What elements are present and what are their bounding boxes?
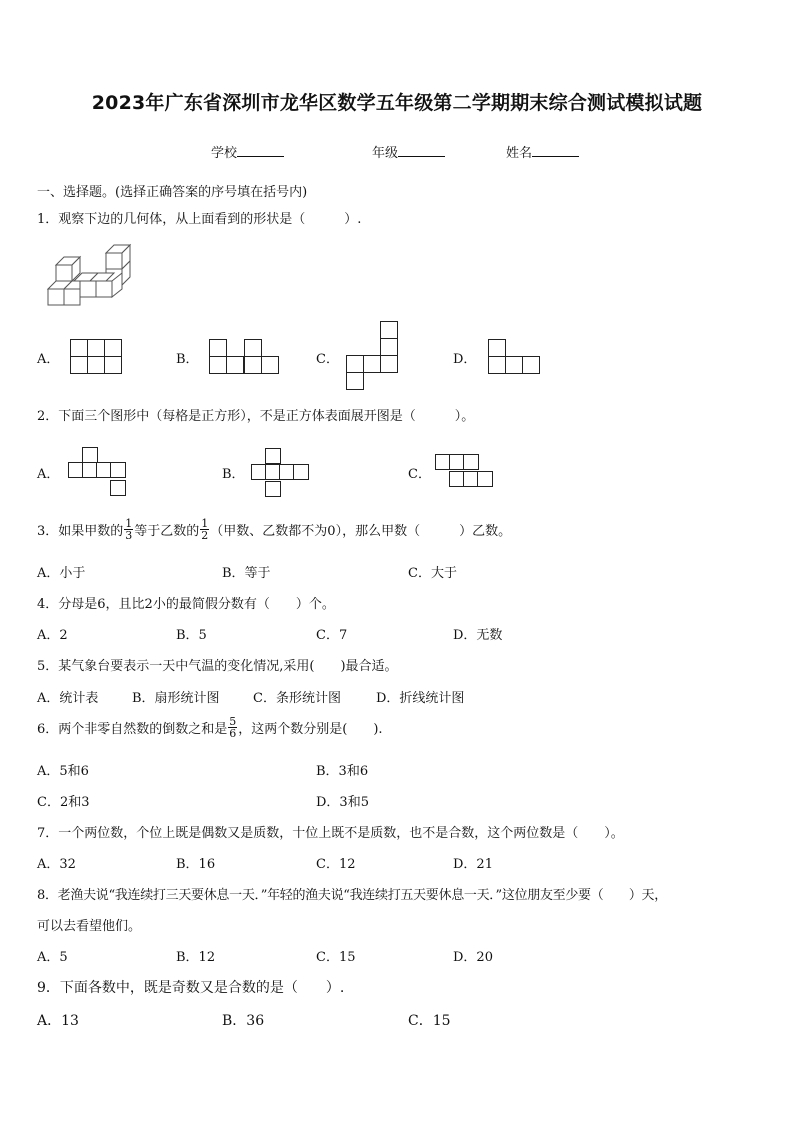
- q3-option-a[interactable]: A．小于: [37, 566, 86, 581]
- q7-option-d[interactable]: D．21: [453, 857, 493, 872]
- q4-option-d[interactable]: D．无数: [453, 628, 503, 643]
- q5-text: 5．某气象台要表示一天中气温的变化情况,采用( )最合适。: [37, 659, 398, 674]
- q8-option-b[interactable]: B．12: [176, 950, 216, 965]
- school-field[interactable]: 学校: [211, 142, 284, 161]
- q4-option-c[interactable]: C．7: [316, 628, 348, 643]
- q4-option-b[interactable]: B．5: [176, 628, 207, 643]
- q9-option-c[interactable]: C．15: [408, 1013, 451, 1029]
- q1-option-b[interactable]: B．: [176, 352, 199, 367]
- q8-option-a[interactable]: A．5: [37, 950, 68, 965]
- q2-option-b[interactable]: B．: [222, 467, 245, 482]
- q3-option-b[interactable]: B．等于: [222, 566, 271, 581]
- q7-option-a[interactable]: A．32: [37, 857, 76, 872]
- q3-text: 3．如果甲数的 $\frac{1}{3}$ 等于乙数的 $\frac{1}{2}$ （甲数、乙数都不为0），那么甲数（ ）乙数。: [37, 517, 512, 542]
- q8-text-line2: 可以去看望他们。: [37, 919, 142, 934]
- q8-option-c[interactable]: C．15: [316, 950, 356, 965]
- page-title: 2023年广东省深圳市龙华区数学五年级第二学期期末综合测试模拟试题: [91, 92, 703, 114]
- q2-option-a[interactable]: A．: [37, 467, 60, 482]
- q2-text: 2．下面三个图形中（每格是正方形），不是正方体表面展开图是（ ）。: [37, 409, 475, 424]
- q8-option-d[interactable]: D．20: [453, 950, 493, 965]
- q3-fraction-1: $\frac{1}{3}$: [125, 517, 133, 542]
- q8-text-line1: 8．老渔夫说“我连续打三天要休息一天．”年轻的渔夫说“我连续打五天要休息一天．”这位朋友至少要（ ）天，: [37, 888, 667, 903]
- q3-fraction-2: $\frac{1}{2}$: [201, 517, 209, 542]
- q6-option-d[interactable]: D．3和5: [316, 795, 369, 810]
- q9-option-a[interactable]: A．13: [37, 1013, 79, 1029]
- q1-option-a[interactable]: A．: [37, 352, 60, 367]
- q7-option-b[interactable]: B．16: [176, 857, 216, 872]
- q5-option-b[interactable]: B．扇形统计图: [132, 691, 220, 706]
- name-field[interactable]: 姓名: [506, 142, 579, 161]
- q7-option-c[interactable]: C．12: [316, 857, 356, 872]
- q1-option-c[interactable]: C．: [316, 352, 339, 367]
- q6-fraction: $\frac{5}{6}$: [229, 715, 237, 740]
- q3-option-c[interactable]: C．大于: [408, 566, 457, 581]
- q2-option-c[interactable]: C．: [408, 467, 431, 482]
- q1-text: 1．观察下边的几何体，从上面看到的形状是（ ）.: [37, 212, 362, 227]
- q4-text: 4．分母是6，且比2小的最简假分数有（ ）个。: [37, 597, 335, 612]
- q5-option-d[interactable]: D．折线统计图: [376, 691, 465, 706]
- q6-option-c[interactable]: C．2和3: [37, 795, 90, 810]
- q9-text: 9．下面各数中，既是奇数又是合数的是（ ）.: [37, 980, 345, 996]
- q5-option-a[interactable]: A．统计表: [37, 691, 99, 706]
- q5-option-c[interactable]: C．条形统计图: [253, 691, 341, 706]
- q4-option-a[interactable]: A．2: [37, 628, 68, 643]
- q6-option-a[interactable]: A．5和6: [37, 764, 89, 779]
- grade-field[interactable]: 年级: [372, 142, 445, 161]
- section-heading: 一、选择题。(选择正确答案的序号填在括号内): [37, 185, 308, 200]
- q9-option-b[interactable]: B．36: [222, 1013, 265, 1029]
- q6-option-b[interactable]: B．3和6: [316, 764, 369, 779]
- q1-option-d[interactable]: D．: [453, 352, 477, 367]
- q1-solid-figure: [44, 245, 134, 309]
- q7-text: 7．一个两位数，个位上既是偶数又是质数，十位上既不是质数，也不是合数，这个两位数是（ ）。: [37, 826, 624, 841]
- q6-text: 6．两个非零自然数的倒数之和是 $\frac{5}{6}$ ，这两个数分别是( ).: [37, 715, 383, 740]
